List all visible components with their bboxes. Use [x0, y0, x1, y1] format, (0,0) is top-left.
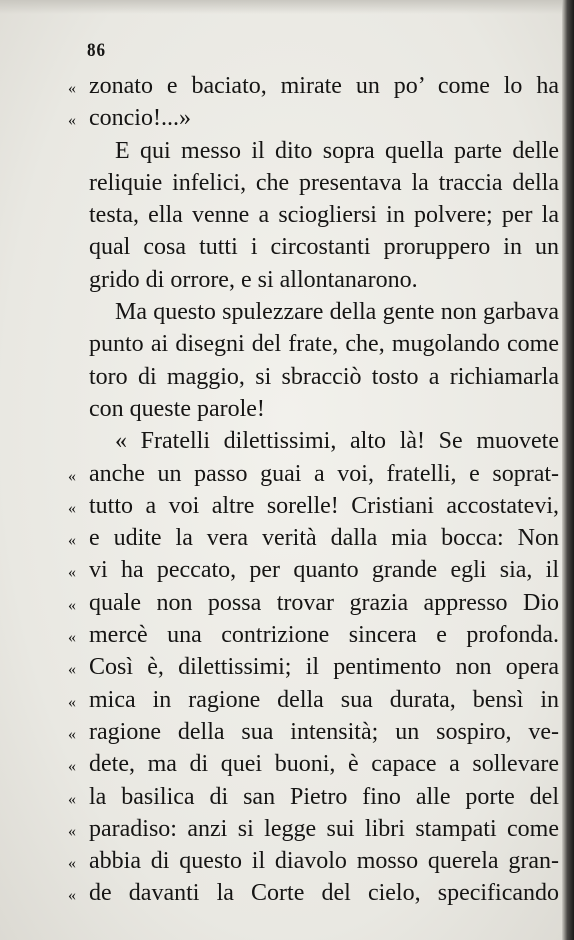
- text-line: [65, 425, 559, 457]
- text-line: [65, 102, 559, 134]
- line-text: testa, ella venne a sciogliersi in polvere; per la: [89, 202, 559, 229]
- text-line: [65, 554, 559, 586]
- continuation-quote-mark: «: [68, 855, 76, 873]
- text-line: [65, 684, 559, 716]
- line-text: tutto a voi altre sorelle! Cristiani accostatevi,: [89, 492, 559, 519]
- continuation-quote-mark: «: [68, 790, 76, 808]
- text-line: [65, 199, 559, 231]
- text-line: [65, 135, 559, 167]
- text-line: [65, 587, 559, 619]
- line-text: zonato e baciato, mirate un po’ come lo ha: [89, 73, 559, 99]
- text-line: [65, 490, 559, 522]
- text-line: [65, 877, 559, 909]
- text-line: [65, 845, 559, 877]
- continuation-quote-mark: «: [68, 822, 76, 840]
- continuation-quote-mark: «: [68, 596, 76, 614]
- line-text: mica in ragione della sua durata, bensì in: [89, 686, 559, 713]
- text-line: [65, 651, 559, 683]
- page-top-shadow: [0, 0, 574, 14]
- continuation-quote-mark: «: [68, 725, 76, 743]
- line-text: anche un passo guai a voi, fratelli, e soprat-: [89, 460, 559, 487]
- continuation-quote-mark: «: [68, 467, 76, 485]
- text-line: [65, 619, 559, 651]
- continuation-quote-mark: «: [68, 758, 76, 776]
- line-text: qual cosa tutti i circostanti proruppero in un: [89, 234, 559, 261]
- continuation-quote-mark: «: [68, 499, 76, 517]
- text-line: [65, 167, 559, 199]
- line-text: punto ai disegni del frate, che, mugolando come: [89, 331, 559, 358]
- line-text: ragione della sua intensità; un sospiro, ve-: [89, 718, 559, 745]
- line-text: Così è, dilettissimi; il pentimento non opera: [89, 654, 559, 681]
- page-number: 86: [87, 40, 106, 61]
- text-line: [65, 716, 559, 748]
- continuation-quote-mark: «: [68, 532, 76, 550]
- line-text: dete, ma di quei buoni, è capace a sollevare: [89, 751, 559, 778]
- line-text: E qui messo il dito sopra quella parte delle: [115, 137, 559, 164]
- text-line: [65, 748, 559, 780]
- line-text: grido di orrore, e si allontanarono.: [89, 266, 418, 293]
- text-line: [65, 393, 559, 425]
- line-text: e udite la vera verità dalla mia bocca: Non: [89, 525, 559, 552]
- text-line: [65, 458, 559, 490]
- line-text: quale non possa trovar grazia appresso Dio: [89, 589, 559, 616]
- line-text: Ma questo spulezzare della gente non garbava: [115, 299, 559, 326]
- text-line: [65, 781, 559, 813]
- body-text: [65, 70, 559, 910]
- line-text: mercè una contrizione sincera e profonda.: [89, 622, 559, 649]
- text-line: [65, 264, 559, 296]
- text-line: [65, 361, 559, 393]
- line-text: abbia di questo il diavolo mosso querela gran-: [89, 848, 559, 875]
- continuation-quote-mark: «: [68, 887, 76, 905]
- continuation-quote-mark: «: [68, 693, 76, 711]
- line-text: con queste parole!: [89, 395, 265, 422]
- text-line: [65, 70, 559, 102]
- text-line: [65, 231, 559, 263]
- line-text: toro di maggio, si sbracciò tosto a richiamarla: [89, 363, 559, 390]
- text-line: [65, 522, 559, 554]
- continuation-quote-mark: «: [68, 80, 76, 97]
- continuation-quote-mark: «: [68, 661, 76, 679]
- continuation-quote-mark: «: [68, 629, 76, 647]
- line-text: vi ha peccato, per quanto grande egli sia, il: [89, 557, 559, 584]
- line-text: reliquie infelici, che presentava la traccia della: [89, 169, 559, 196]
- continuation-quote-mark: «: [68, 564, 76, 582]
- line-text: paradiso: anzi si legge sui libri stampati come: [89, 815, 559, 842]
- line-text: la basilica di san Pietro fino alle porte del: [89, 783, 559, 810]
- continuation-quote-mark: «: [68, 112, 76, 130]
- text-line: [65, 296, 559, 328]
- line-text: concio!...»: [89, 105, 191, 132]
- line-text: de davanti la Corte del cielo, specificando: [89, 880, 559, 907]
- text-line: [65, 813, 559, 845]
- line-text: « Fratelli dilettissimi, alto là! Se muovete: [115, 428, 559, 455]
- text-line: [65, 328, 559, 360]
- page-binding-edge: [562, 0, 574, 940]
